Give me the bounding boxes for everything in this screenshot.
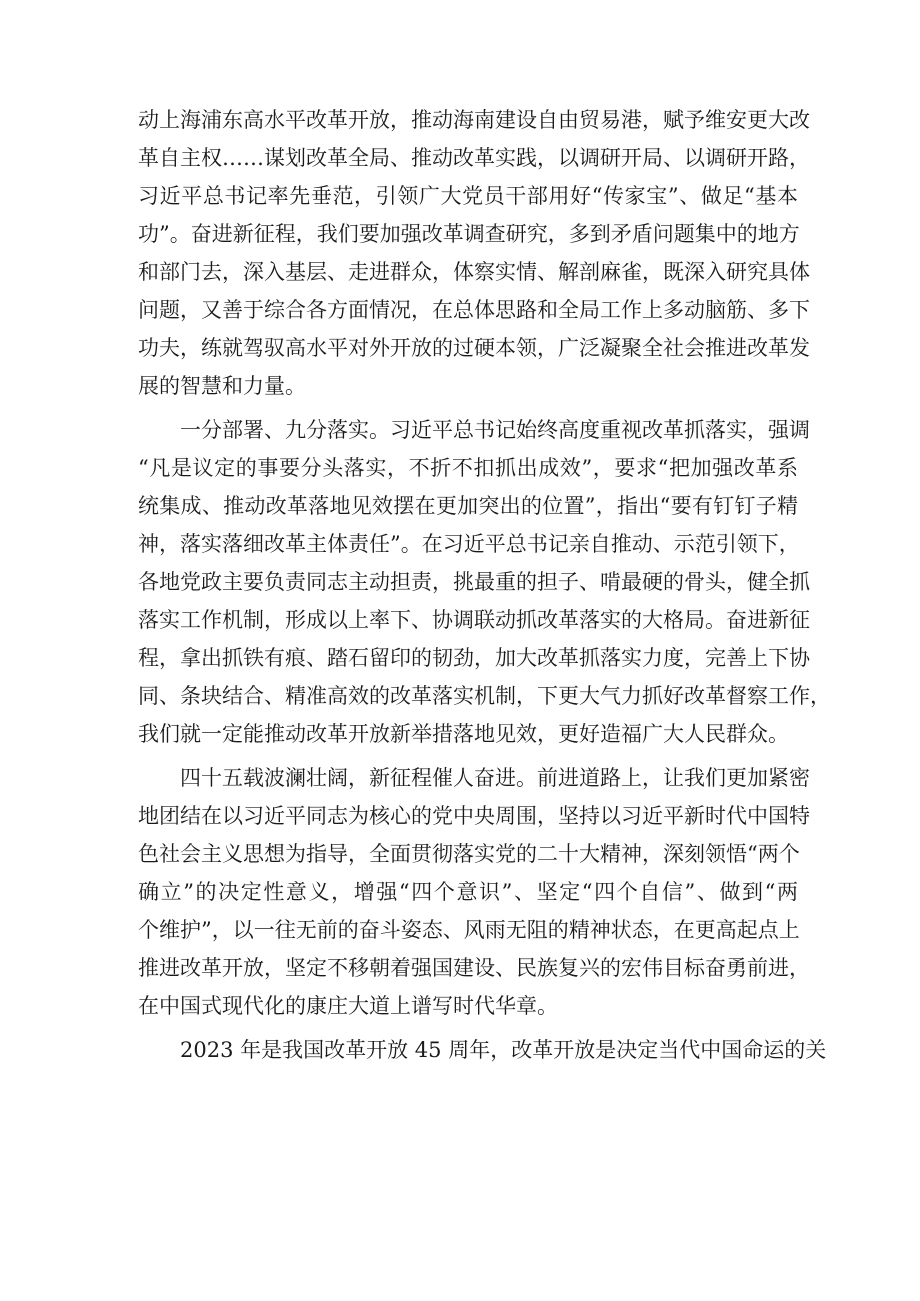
text-line: 展的智慧和力量。 [138,374,306,398]
text-line: 推进改革开放，坚定不移朝着强国建设、民族复兴的宏伟目标奋勇前进， [138,956,810,980]
paragraph-2 [138,411,831,753]
text-line: 功”。奋进新征程，我们要加强改革调查研究，多到矛盾问题集中的地方 [138,222,800,246]
text-line: 统集成、推动改革落地见效摆在更加突出的位置”，指出“要有钉钉子精 [138,494,798,518]
text-line: 确立”的决定性意义，增强“四个意识”、坚定“四个自信”、做到“两 [138,880,798,904]
document-body [138,101,831,1069]
text-line: 四十五载波澜壮阔，新征程催人奋进。前进道路上，让我们更加紧密 [180,766,810,790]
text-line: 色社会主义思想为指导，全面贯彻落实党的二十大精神，深刻领悟“两个 [138,842,800,866]
text-line: 一分部署、九分落实。习近平总书记始终高度重视改革抓落实，强调 [180,418,810,442]
text-line: 个维护”，以一往无前的奋斗姿态、风雨无阻的精神状态，在更高起点上 [138,918,800,942]
text-line: 和部门去，深入基层、走进群众，体察实情、解剖麻雀，既深入研究具体 [138,260,810,284]
text-line: 我们就一定能推动改革开放新举措落地见效，更好造福广大人民群众。 [138,722,789,746]
text-line: 各地党政主要负责同志主动担责，挑最重的担子、啃最硬的骨头，健全抓 [138,570,810,594]
text-line: 程，拿出抓铁有痕、踏石留印的韧劲，加大改革抓落实力度，完善上下协 [138,646,810,670]
paragraph-3 [138,759,810,1025]
paragraph-1 [138,101,810,405]
text-line: 落实工作机制，形成以上率下、协调联动抓改革落实的大格局。奋进新征 [138,608,810,632]
text-line: 地团结在以习近平同志为核心的党中央周围，坚持以习近平新时代中国特 [138,804,810,828]
text-line: 2023 年是我国改革开放 45 周年，改革开放是决定当代中国命运的关 [180,1038,827,1062]
text-line: 革自主权……谋划改革全局、推动改革实践，以调研开局、以调研开路， [138,146,810,170]
text-line: 习近平总书记率先垂范，引领广大党员干部用好“传家宝”、做足“基本 [138,184,798,208]
text-line: 在中国式现代化的康庄大道上谱写时代华章。 [138,994,558,1018]
text-line: 同、条块结合、精准高效的改革落实机制，下更大气力抓好改革督察工作， [138,684,831,708]
text-line: 功夫，练就驾驭高水平对外开放的过硬本领，广泛凝聚全社会推进改革发 [138,336,810,360]
text-line: “凡是议定的事要分头落实，不折不扣抓出成效”，要求“把加强改革系 [138,456,798,480]
text-line: 神，落实落细改革主体责任”。在习近平总书记亲自推动、示范引领下， [138,532,800,556]
paragraph-4 [138,1031,827,1069]
text-line: 动上海浦东高水平改革开放，推动海南建设自由贸易港，赋予维安更大改 [138,108,810,132]
text-line: 问题，又善于综合各方面情况，在总体思路和全局工作上多动脑筋、多下 [138,298,810,322]
